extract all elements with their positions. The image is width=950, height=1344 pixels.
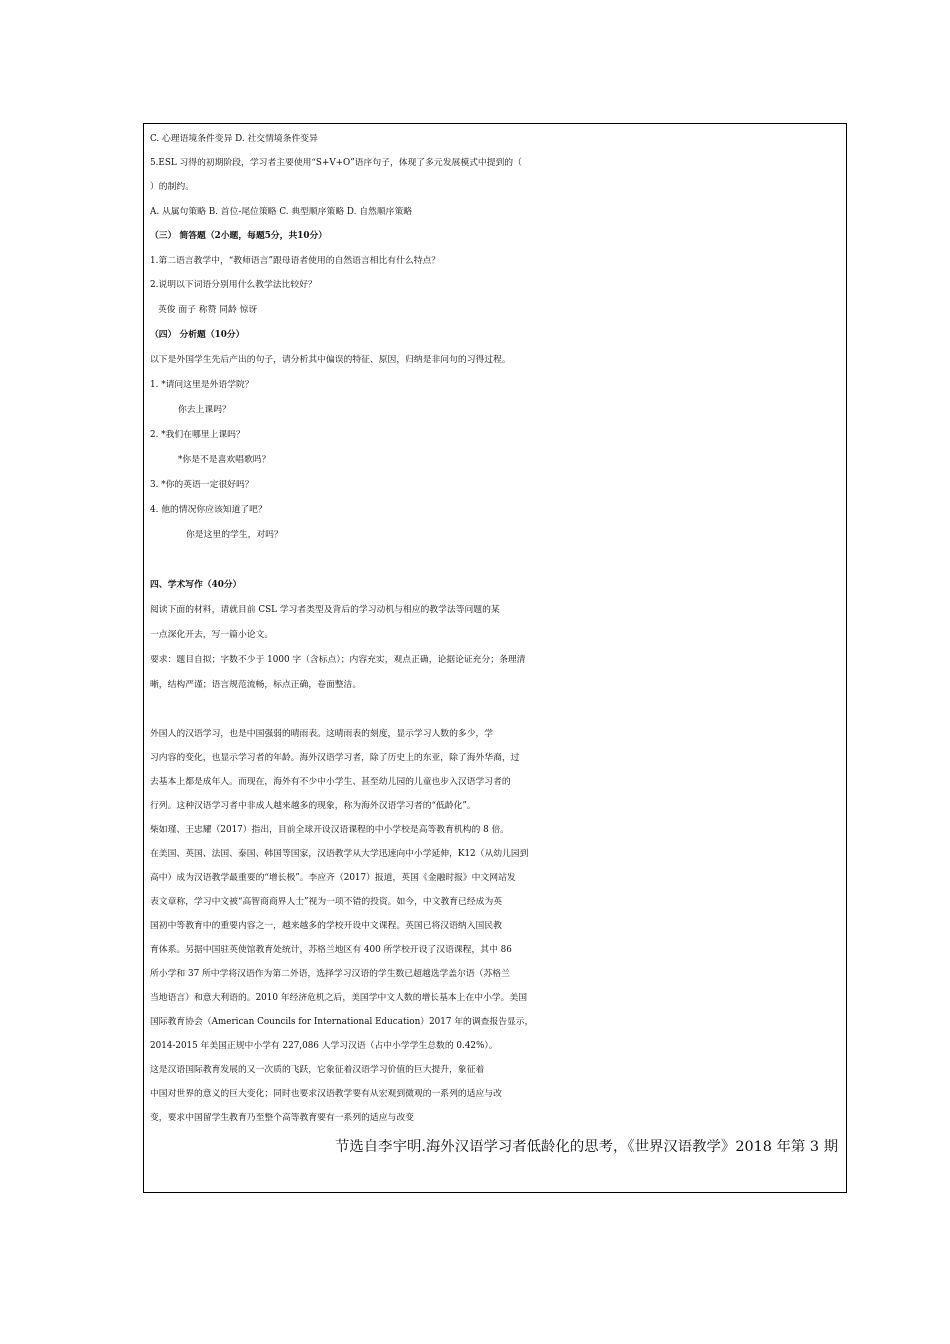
exam-content-box <box>143 123 847 1193</box>
passage-line: 变，要求中国留学生教育乃至整个高等教育要有一系列的适应与改变 <box>150 1113 414 1123</box>
question-5-line2: ）的制约。 <box>150 182 194 192</box>
passage-line: 习内容的变化，也显示学习者的年龄。海外汉语学习者，除了历史上的东亚，除了海外华裔，过 <box>150 753 520 763</box>
writing-prompt-line2: 一点深化开去，写一篇小论文。 <box>150 630 274 640</box>
passage-line: 在美国、英国、法国、泰国、韩国等国家，汉语教学从大学迅速向中小学延伸，K12（从幼儿园到 <box>150 849 529 859</box>
writing-prompt-line1: 阅读下面的材料，请就目前 CSL 学习者类型及背后的学习动机与相应的教学法等问题的某 <box>150 605 500 615</box>
passage-line: 当地语言）和意大利语的。2010 年经济危机之后，美国学中文人数的增长基本上在中小学。美国 <box>150 993 528 1003</box>
sentence-1a: 1. *请问这里是外语学院？ <box>150 380 254 390</box>
sentence-4a: 4. 他的情况你应该知道了吧？ <box>150 505 267 515</box>
passage-line: 这是汉语国际教育发展的又一次质的飞跃，它象征着汉语学习价值的巨大提升，象征着 <box>150 1065 485 1075</box>
sentence-1b: 你去上课吗？ <box>178 405 231 415</box>
passage-line: 育体系。另据中国驻英使馆教育处统计，苏格兰地区有 400 所学校开设了汉语课程，其中 86 <box>150 945 512 955</box>
academic-writing-heading: 四、学术写作（40分） <box>150 580 242 590</box>
passage-line: 中国对世界的意义的巨大变化；同时也要求汉语教学要有从宏观到微观的一系列的适应与改 <box>150 1089 502 1099</box>
section-3-heading: （三） 简答题（2小题，每题5分，共10分） <box>150 231 328 241</box>
option-line-c-d: C. 心理语境条件变异 D. 社交情境条件变异 <box>150 134 318 144</box>
sentence-2b: *你是不是喜欢唱歌吗？ <box>178 455 271 465</box>
passage-line: 去基本上都是成年人。而现在，海外有不少中小学生、甚至幼儿园的儿童也步入汉语学习者的 <box>150 777 511 787</box>
passage-line: 表文章称，学习中文被“高智商商界人士”视为一项不错的投资。如今，中文教育已经成为英 <box>150 897 503 907</box>
writing-requirements-line1: 要求：题目自拟；字数不少于 1000 字（含标点）；内容充实，观点正确，论据论证充分；条理清 <box>150 655 526 665</box>
source-citation: 节选自李宇明.海外汉语学习者低龄化的思考，《世界汉语教学》2018 年第 3 期 <box>335 1139 838 1155</box>
short-answer-q1: 1.第二语言教学中，“教师语言”跟母语者使用的自然语言相比有什么特点？ <box>150 256 441 266</box>
passage-line: 所小学和 37 所中学将汉语作为第二外语，选择学习汉语的学生数已超越选学盖尔语（苏格兰 <box>150 969 510 979</box>
sentence-4b: 你是这里的学生，对吗？ <box>186 530 283 540</box>
sentence-2a: 2. *我们在哪里上课吗？ <box>150 430 245 440</box>
question-5-options: A. 从属句策略 B. 首位-尾位策略 C. 典型顺序策略 D. 自然顺序策略 <box>150 207 413 217</box>
writing-requirements-line2: 晰，结构严谨；语言规范流畅，标点正确，卷面整洁。 <box>150 680 362 690</box>
passage-line: 外国人的汉语学习，也是中国强弱的晴雨表。这晴雨表的刻度，显示学习人数的多少，学 <box>150 729 494 739</box>
passage-line: 国初中等教育中的重要内容之一，越来越多的学校开设中文课程。英国已将汉语纳入国民教 <box>150 921 502 931</box>
passage-line: 柴如瑾、王忠耀（2017）指出，目前全球开设汉语课程的中小学校是高等教育机构的 8 倍。 <box>150 825 510 835</box>
passage-line: 行列。这种汉语学习者中非成人越来越多的现象，称为海外汉语学习者的“低龄化”。 <box>150 801 476 811</box>
word-list: 英俊 面子 称赞 同龄 惊讶 <box>158 305 258 315</box>
passage-line: 2014-2015 年美国正规中小学有 227,086 人学习汉语（占中小学学生总数的 0.42%）。 <box>150 1041 498 1051</box>
section-4-heading: （四） 分析题（10分） <box>150 330 245 340</box>
sentence-3: 3. *你的英语一定很好吗？ <box>150 480 254 490</box>
passage-line: 高中）成为汉语教学最重要的“增长极”。李应齐（2017）报道，英国《金融时报》中文网站发 <box>150 873 516 883</box>
short-answer-q2: 2.说明以下词语分别用什么教学法比较好？ <box>150 280 317 290</box>
passage-line: 国际教育协会（American Councils for International Education）2017 年的调查报告显示， <box>150 1017 534 1027</box>
question-5-line1: 5.ESL 习得的初期阶段，学习者主要使用“S+V+O”语序句子，体现了多元发展模式中提到的（ <box>150 158 522 168</box>
analysis-instruction: 以下是外国学生先后产出的句子，请分析其中偏误的特征、原因，归纳是非问句的习得过程。 <box>150 355 511 365</box>
